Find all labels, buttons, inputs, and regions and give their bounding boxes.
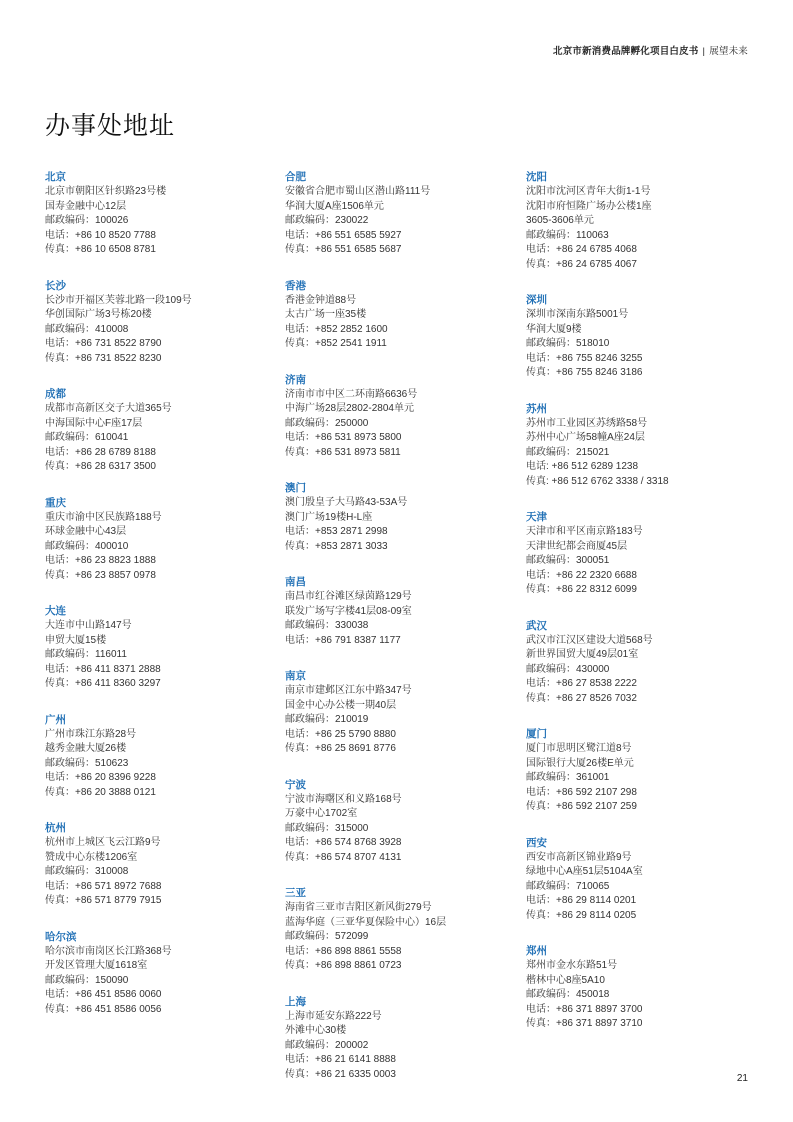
- office-address-line: 传真：+86 28 6317 3500: [45, 461, 156, 472]
- office-address-line: 沈阳市沈河区青年大街1-1号: [526, 186, 651, 197]
- office-address-line: 传真：+86 371 8897 3710: [526, 1018, 643, 1029]
- header-subtitle: 展望未来: [709, 46, 748, 57]
- office-address-line: 邮政编码：518010: [526, 338, 610, 349]
- office-address-line: 华润大厦A座1506单元: [285, 200, 384, 212]
- office-city-name: 苏州: [526, 402, 547, 415]
- office-address-line: 传真: +86 512 6762 3338 / 3318: [526, 475, 669, 487]
- office-city-name: 沈阳: [526, 171, 547, 183]
- office-address-line: 邮政编码：450018: [526, 989, 610, 1000]
- office-address-line: 联发广场写字楼41层08-09室: [285, 605, 412, 617]
- office-address-line: 华润大厦9楼: [526, 323, 582, 335]
- office-city-name: 三亚: [285, 887, 306, 899]
- office-address-line: 传真：+86 22 8312 6099: [526, 584, 637, 595]
- office-address-line: 电话：+86 28 6789 8188: [45, 446, 156, 458]
- office-city-name: 武汉: [526, 619, 547, 632]
- office-address-line: 传真：+86 451 8586 0056: [45, 1003, 162, 1015]
- office-address-line: 南昌市红谷滩区绿茵路129号: [285, 591, 412, 602]
- office-address-line: 深圳市深南东路5001号: [526, 309, 629, 320]
- office-block: [526, 510, 751, 598]
- office-address-line: 电话：+86 592 2107 298: [526, 786, 637, 798]
- office-address-line: 邮政编码：610041: [45, 432, 129, 443]
- office-address-line: 蓝海华庭（三亚华夏保险中心）16层: [285, 916, 447, 928]
- office-address-line: 开发区管理大厦1618室: [45, 960, 148, 971]
- office-address-line: 电话：+86 20 8396 9228: [45, 772, 156, 783]
- office-address-line: 电话：+86 25 5790 8880: [285, 728, 396, 740]
- office-block: [45, 170, 270, 258]
- office-address-line: 电话：+86 371 8897 3700: [526, 1003, 643, 1015]
- office-address-line: 电话：+86 755 8246 3255: [526, 352, 643, 364]
- office-column-3: [526, 170, 751, 1053]
- office-block: [285, 373, 510, 461]
- office-address-line: 传真：+86 551 6585 5687: [285, 244, 402, 255]
- office-address-line: 澳门广场19楼H-L座: [285, 511, 373, 523]
- office-block: [45, 821, 270, 909]
- office-address-line: 成都市高新区交子大道365号: [45, 403, 172, 414]
- office-city-name: 澳门: [285, 482, 306, 494]
- office-address-line: 邮政编码：315000: [285, 822, 369, 834]
- office-city-name: 深圳: [526, 294, 547, 306]
- page-number: 21: [736, 1073, 748, 1084]
- office-address-line: 3605-3606单元: [526, 215, 594, 226]
- office-address-line: 邮政编码：230022: [285, 215, 369, 226]
- office-address-line: 电话：+853 2871 2998: [285, 526, 388, 537]
- office-address-line: 电话：+852 2852 1600: [285, 323, 388, 335]
- header-title: 北京市新消费品牌孵化项目白皮书: [553, 46, 699, 57]
- office-city-name: 大连: [45, 605, 66, 617]
- office-city-name: 宁波: [285, 778, 306, 791]
- office-block: [285, 778, 510, 866]
- office-address-line: 邮政编码：710065: [526, 880, 610, 892]
- office-address-line: 国际银行大厦26楼E单元: [526, 757, 634, 769]
- office-address-line: 电话：+86 21 6141 8888: [285, 1054, 396, 1065]
- office-address-line: 电话：+86 29 8114 0201: [526, 895, 637, 906]
- office-address-line: 南京市建邺区江东中路347号: [285, 685, 412, 696]
- office-address-line: 电话：+86 731 8522 8790: [45, 338, 162, 349]
- office-city-name: 香港: [285, 279, 306, 292]
- office-address-line: 电话: +86 512 6289 1238: [526, 461, 639, 472]
- office-address-line: 电话：+86 411 8371 2888: [45, 663, 161, 675]
- office-address-line: 太古广场一座35楼: [285, 309, 367, 320]
- office-block: [285, 575, 510, 648]
- office-address-line: 华创国际广场3号栋20楼: [45, 309, 152, 320]
- office-block: [526, 836, 751, 924]
- office-city-name: 广州: [45, 713, 66, 726]
- page-title: 办事处地址: [45, 112, 176, 140]
- office-address-line: 澳门殷皇子大马路43-53A号: [285, 497, 408, 508]
- office-address-line: 电话：+86 898 8861 5558: [285, 945, 402, 957]
- office-address-line: 传真：+86 27 8526 7032: [526, 692, 637, 704]
- office-block: [285, 995, 510, 1083]
- office-address-line: 安徽省合肥市蜀山区潜山路111号: [285, 186, 431, 197]
- office-city-name: 西安: [526, 836, 547, 849]
- office-block: [45, 713, 270, 801]
- office-block: [285, 481, 510, 554]
- office-address-line: 邮政编码：215021: [526, 446, 610, 458]
- office-city-name: 南京: [285, 670, 306, 682]
- office-address-line: 广州市珠江东路28号: [45, 728, 137, 740]
- office-address-line: 电话：+86 791 8387 1177: [285, 634, 401, 646]
- office-address-line: 电话：+86 571 8972 7688: [45, 880, 162, 892]
- office-address-line: 传真：+86 411 8360 3297: [45, 678, 161, 689]
- office-address-line: 邮政编码：110063: [526, 229, 609, 241]
- office-address-line: 传真：+86 898 8861 0723: [285, 960, 402, 971]
- office-address-line: 邮政编码：100026: [45, 215, 129, 226]
- office-city-name: 厦门: [526, 728, 547, 740]
- office-block: [285, 170, 510, 258]
- office-city-name: 济南: [285, 373, 306, 386]
- office-address-line: 沈阳市府恒隆广场办公楼1座: [526, 200, 652, 212]
- office-address-line: 杭州市上城区飞云江路9号: [45, 837, 161, 848]
- office-city-name: 长沙: [45, 279, 66, 292]
- office-address-line: 申贸大厦15楼: [45, 634, 107, 646]
- office-city-name: 重庆: [45, 496, 66, 509]
- office-column-2: [285, 170, 510, 1103]
- office-block: [45, 930, 270, 1018]
- office-column-1: [45, 170, 270, 1038]
- office-city-name: 天津: [526, 511, 547, 523]
- office-address-line: 大连市中山路147号: [45, 620, 132, 631]
- office-block: [285, 279, 510, 352]
- office-address-line: 厦门市思明区鹭江道8号: [526, 743, 632, 754]
- office-address-line: 电话：+86 451 8586 0060: [45, 989, 162, 1000]
- office-address-line: 郑州市金水东路51号: [526, 960, 618, 971]
- office-address-line: 传真：+86 592 2107 259: [526, 801, 637, 812]
- office-address-line: 赞成中心东楼1206室: [45, 851, 138, 863]
- office-block: [45, 279, 270, 367]
- office-address-line: 传真：+86 731 8522 8230: [45, 352, 162, 364]
- office-address-line: 香港金钟道88号: [285, 294, 357, 306]
- running-header: [553, 43, 748, 57]
- office-block: [45, 496, 270, 584]
- office-address-line: 邮政编码：330038: [285, 620, 369, 631]
- office-address-line: 电话：+86 551 6585 5927: [285, 229, 402, 241]
- header-separator: |: [702, 46, 706, 57]
- office-address-line: 长沙市开福区芙蓉北路一段109号: [45, 294, 192, 306]
- office-address-line: 绿地中心A座51层5104A室: [526, 866, 643, 877]
- office-address-line: 国寿金融中心12层: [45, 200, 127, 212]
- office-address-line: 邮政编码：116011: [45, 649, 127, 660]
- office-block: [526, 727, 751, 815]
- office-address-line: 传真：+86 755 8246 3186: [526, 367, 643, 378]
- office-address-line: 传真：+86 571 8779 7915: [45, 895, 162, 906]
- office-address-line: 邮政编码：310008: [45, 866, 129, 877]
- office-address-line: 中海广场28层2802-2804单元: [285, 403, 414, 414]
- office-address-line: 传真：+853 2871 3033: [285, 540, 388, 552]
- office-address-line: 传真：+86 20 3888 0121: [45, 786, 156, 798]
- office-address-line: 海南省三亚市吉阳区新风街279号: [285, 902, 432, 913]
- office-address-line: 传真：+86 531 8973 5811: [285, 446, 401, 458]
- office-address-line: 邮政编码：210019: [285, 714, 369, 725]
- office-address-line: 邮政编码：400010: [45, 540, 129, 552]
- office-address-line: 传真：+86 10 6508 8781: [45, 244, 156, 255]
- office-address-line: 电话：+86 574 8768 3928: [285, 837, 402, 848]
- office-block: [45, 604, 270, 692]
- office-address-line: 济南市市中区二环南路6636号: [285, 388, 418, 400]
- office-address-line: 传真：+86 21 6335 0003: [285, 1068, 396, 1080]
- office-address-line: 传真：+86 574 8707 4131: [285, 851, 402, 863]
- office-address-line: 万豪中心1702室: [285, 808, 358, 819]
- office-block: [526, 402, 751, 490]
- office-block: [285, 669, 510, 757]
- office-block: [526, 944, 751, 1032]
- office-block: [45, 387, 270, 475]
- office-address-line: 环球金融中心43层: [45, 526, 127, 537]
- office-address-line: 传真：+852 2541 1911: [285, 338, 387, 349]
- office-address-line: 传真：+86 24 6785 4067: [526, 258, 637, 270]
- office-address-line: 电话：+86 10 8520 7788: [45, 229, 156, 241]
- office-address-line: 国金中心办公楼一期40层: [285, 699, 397, 711]
- office-address-line: 邮政编码：572099: [285, 931, 369, 942]
- office-address-line: 传真：+86 23 8857 0978: [45, 569, 156, 581]
- office-address-line: 武汉市江汉区建设大道568号: [526, 634, 653, 646]
- office-city-name: 南昌: [285, 576, 306, 588]
- office-address-line: 邮政编码：361001: [526, 772, 610, 783]
- office-address-line: 邮政编码：300051: [526, 555, 610, 566]
- office-address-line: 越秀金融大厦26楼: [45, 743, 127, 754]
- office-block: [526, 170, 751, 272]
- office-address-line: 天津市和平区南京路183号: [526, 526, 643, 537]
- office-address-line: 楷林中心8座5A10: [526, 974, 605, 986]
- office-city-name: 成都: [45, 388, 66, 400]
- office-address-line: 邮政编码：410008: [45, 323, 129, 335]
- office-address-line: 宁波市海曙区和义路168号: [285, 793, 402, 805]
- office-address-line: 中海国际中心F座17层: [45, 417, 143, 429]
- office-address-line: 邮政编码：150090: [45, 974, 129, 986]
- office-address-line: 传真：+86 25 8691 8776: [285, 743, 396, 754]
- office-address-line: 邮政编码：430000: [526, 663, 610, 675]
- office-address-line: 上海市延安东路222号: [285, 1010, 382, 1022]
- office-address-line: 邮政编码：250000: [285, 417, 369, 429]
- office-address-line: 西安市高新区锦业路9号: [526, 851, 632, 863]
- office-address-line: 电话：+86 27 8538 2222: [526, 678, 637, 689]
- office-address-line: 电话：+86 22 2320 6688: [526, 569, 637, 581]
- office-city-name: 杭州: [45, 822, 66, 834]
- office-address-line: 苏州中心广场58幢A座24层: [526, 432, 645, 443]
- office-city-name: 上海: [285, 995, 306, 1008]
- office-address-line: 哈尔滨市南岗区长江路368号: [45, 945, 172, 957]
- office-address-line: 邮政编码：510623: [45, 757, 129, 769]
- office-address-line: 重庆市渝中区民族路188号: [45, 511, 162, 523]
- office-address-line: 苏州市工业园区苏绣路58号: [526, 417, 648, 429]
- office-address-line: 邮政编码：200002: [285, 1039, 369, 1051]
- office-city-name: 北京: [45, 171, 66, 183]
- office-block: [285, 886, 510, 974]
- office-address-line: 电话：+86 531 8973 5800: [285, 432, 402, 443]
- office-address-line: 电话：+86 23 8823 1888: [45, 555, 156, 566]
- office-city-name: 哈尔滨: [45, 930, 77, 943]
- office-block: [526, 293, 751, 381]
- office-city-name: 郑州: [526, 945, 547, 957]
- office-address-line: 外滩中心30楼: [285, 1025, 347, 1036]
- office-block: [526, 619, 751, 707]
- office-address-line: 电话：+86 24 6785 4068: [526, 244, 637, 255]
- office-address-line: 北京市朝阳区针织路23号楼: [45, 186, 167, 197]
- office-address-line: 天津世纪都会商厦45层: [526, 540, 628, 552]
- office-city-name: 合肥: [285, 171, 306, 183]
- office-address-line: 新世界国贸大厦49层01室: [526, 649, 639, 660]
- office-address-line: 传真：+86 29 8114 0205: [526, 909, 637, 921]
